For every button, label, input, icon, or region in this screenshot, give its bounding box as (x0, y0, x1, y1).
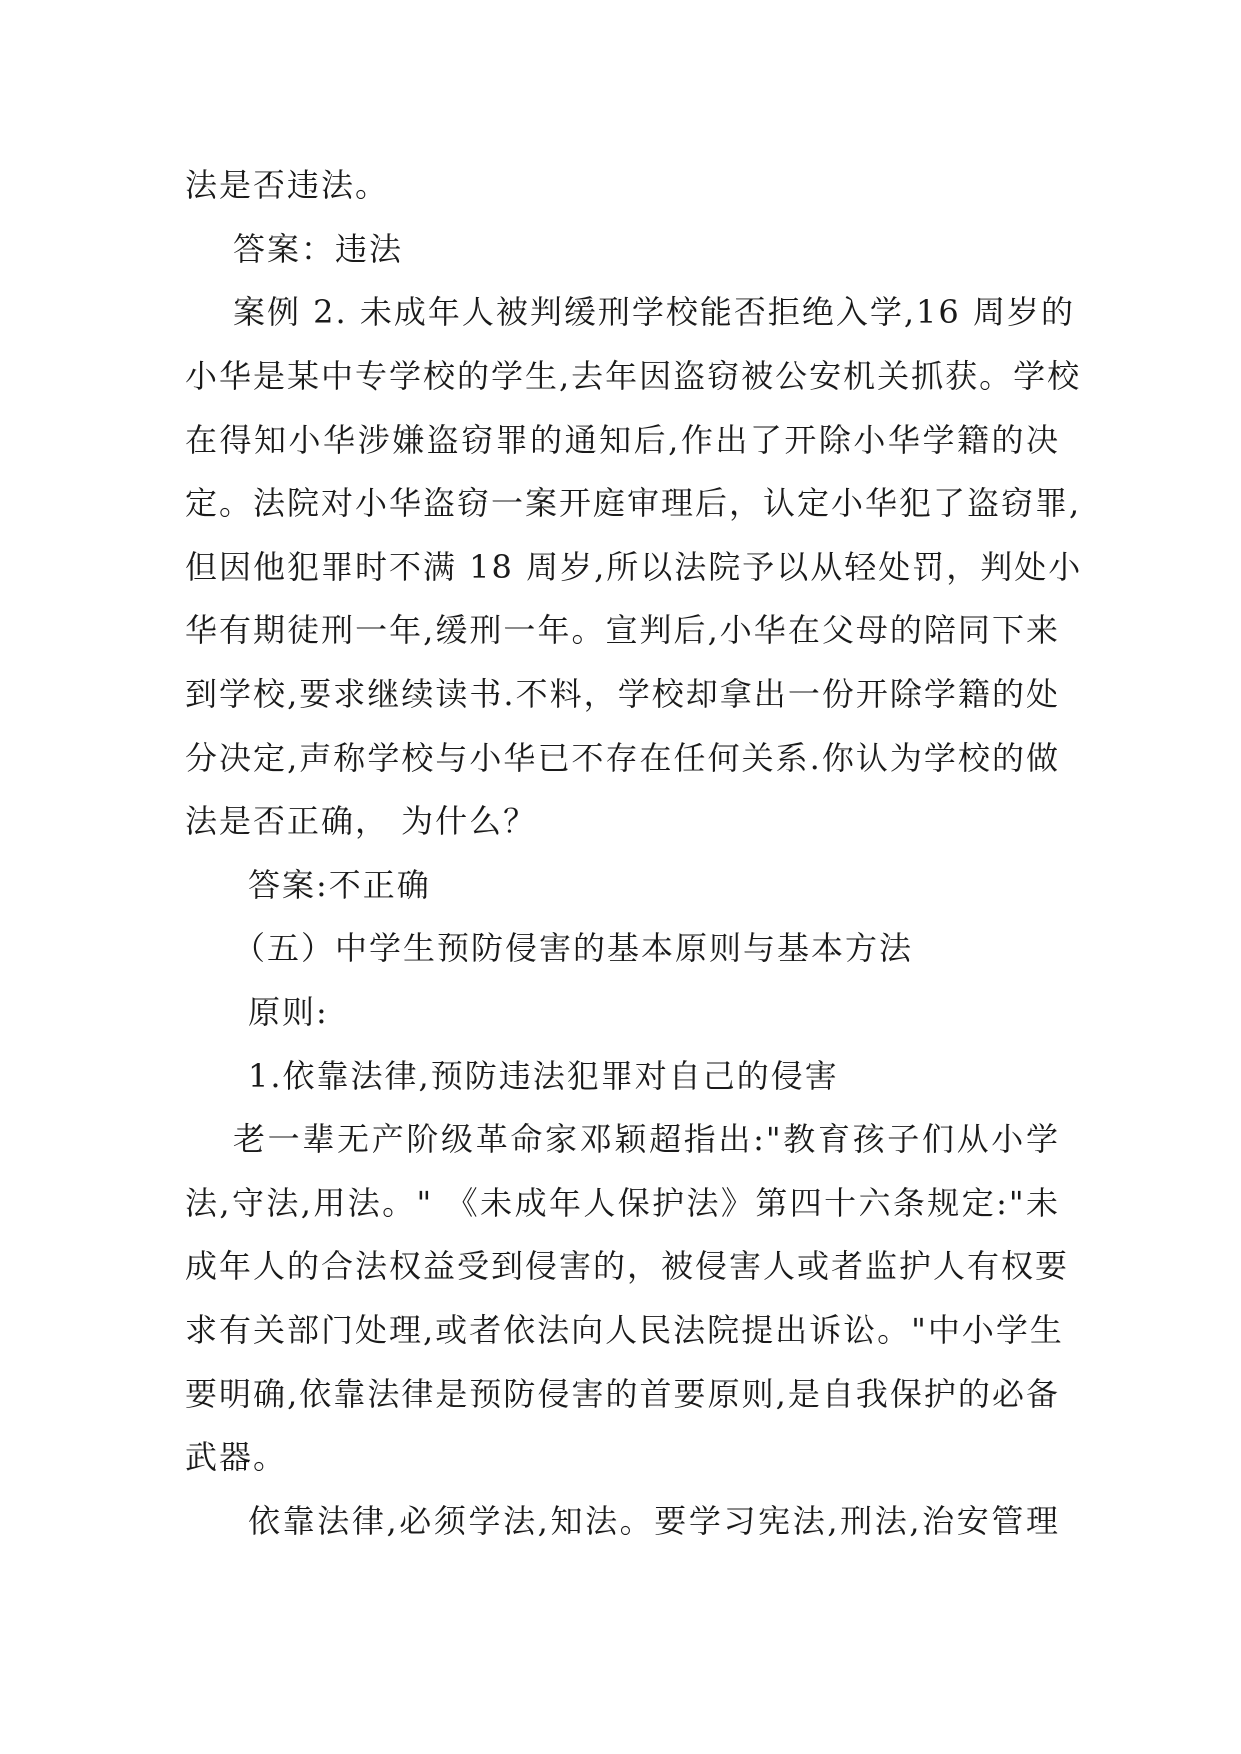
text-line: 法,守法,用法。" 《未成年人保护法》第四十六条规定:"未 (185, 1184, 1060, 1222)
text-line: 依靠法律,必须学法,知法。要学习宪法,刑法,治安管理 (248, 1502, 1060, 1540)
text-line: 分决定,声称学校与小华已不存在任何关系.你认为学校的做 (185, 739, 1060, 777)
text-line: 小华是某中专学校的学生,去年因盗窃被公安机关抓获。学校 (185, 357, 1082, 395)
text-line: 成年人的合法权益受到侵害的，被侵害人或者监护人有权要 (185, 1247, 1070, 1285)
text-line: 但因他犯罪时不满 18 周岁,所以法院予以从轻处罚，判处小 (185, 548, 1083, 586)
text-line: 求有关部门处理,或者依法向人民法院提出诉讼。"中小学生 (185, 1311, 1064, 1349)
principle-heading: 1.依靠法律,预防违法犯罪对自己的侵害 (248, 1057, 839, 1095)
text-line: 在得知小华涉嫌盗窃罪的通知后,作出了开除小华学籍的决 (185, 421, 1060, 459)
text-line: 法是否违法。 (185, 166, 390, 204)
text-line: 要明确,依靠法律是预防侵害的首要原则,是自我保护的必备 (185, 1375, 1060, 1413)
answer-line: 答案：违法 (233, 230, 404, 268)
case-heading: 案例 2. 未成年人被判缓刑学校能否拒绝入学,16 周岁的 (233, 293, 1075, 331)
text-line: 老一辈无产阶级革命家邓颖超指出:"教育孩子们从小学 (233, 1120, 1060, 1158)
section-heading: （五）中学生预防侵害的基本原则与基本方法 (233, 929, 914, 967)
text-line: 定。法院对小华盗窃一案开庭审理后，认定小华犯了盗窃罪, (185, 484, 1082, 522)
text-line: 武器。 (185, 1438, 288, 1476)
text-line: 华有期徒刑一年,缓刑一年。宣判后,小华在父母的陪同下来 (185, 611, 1060, 649)
answer-line: 答案:不正确 (248, 866, 431, 904)
subheading: 原则: (248, 993, 329, 1031)
text-line: 法是否正确， 为什么？ (185, 802, 538, 840)
text-line: 到学校,要求继续读书.不料，学校却拿出一份开除学籍的处 (185, 675, 1060, 713)
